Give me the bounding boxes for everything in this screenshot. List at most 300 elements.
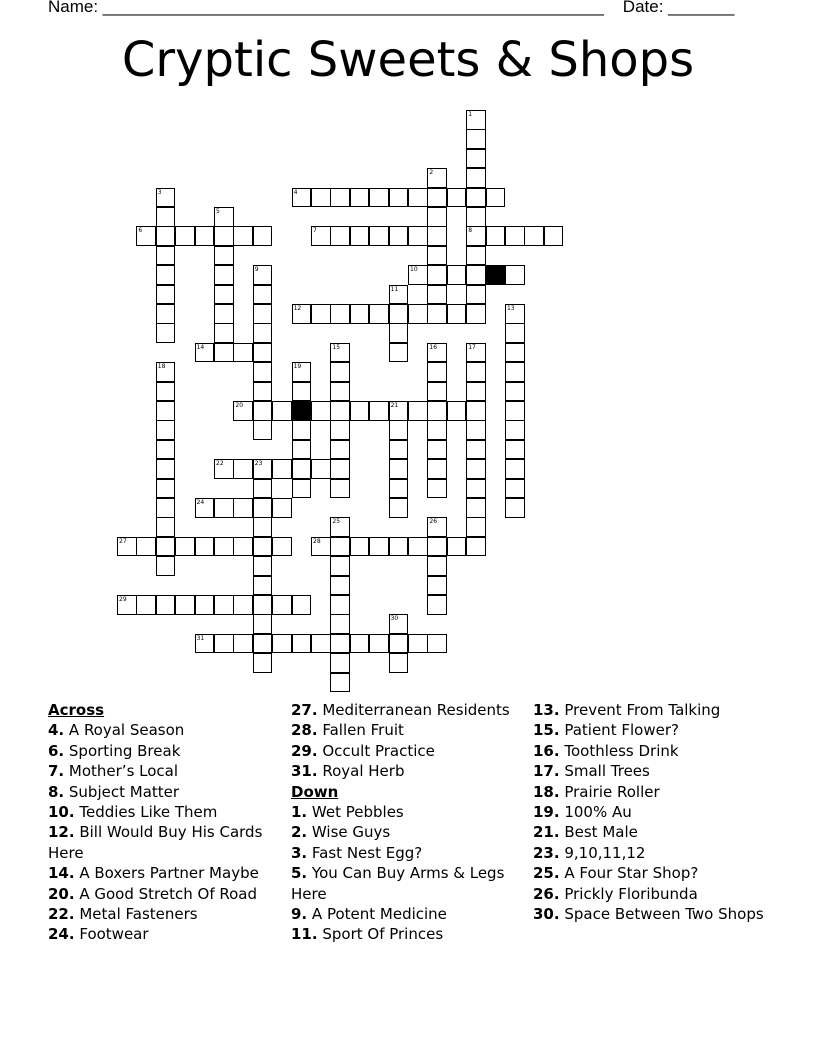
grid-cell[interactable] xyxy=(253,595,273,615)
grid-block xyxy=(486,265,506,285)
clue-number: 29. xyxy=(291,741,318,760)
clue-number: 21. xyxy=(533,823,560,842)
grid-cell[interactable] xyxy=(156,479,176,499)
grid-cell[interactable] xyxy=(486,226,506,246)
grid-cell[interactable] xyxy=(408,401,428,421)
grid-cell[interactable] xyxy=(389,226,409,246)
clue-number: 3 xyxy=(157,188,162,196)
grid-cell[interactable] xyxy=(505,479,525,499)
across-clue xyxy=(48,761,286,781)
grid-cell[interactable] xyxy=(408,226,428,246)
grid-cell[interactable] xyxy=(156,517,176,537)
grid-cell[interactable] xyxy=(427,343,447,363)
grid-cell[interactable] xyxy=(253,304,273,324)
grid-cell[interactable] xyxy=(156,401,176,421)
grid-cell[interactable] xyxy=(253,401,273,421)
grid-cell[interactable] xyxy=(427,459,447,479)
grid-cell[interactable] xyxy=(427,634,447,654)
grid-cell[interactable] xyxy=(447,401,467,421)
grid-cell[interactable] xyxy=(389,537,409,557)
grid-cell[interactable] xyxy=(505,343,525,363)
grid-cell[interactable] xyxy=(233,595,253,615)
grid-cell[interactable] xyxy=(427,285,447,305)
grid-cell[interactable] xyxy=(447,304,467,324)
grid-cell[interactable] xyxy=(330,226,350,246)
grid-cell[interactable] xyxy=(466,498,486,518)
grid-cell[interactable] xyxy=(389,304,409,324)
clue-number: 16 xyxy=(429,343,438,351)
grid-cell[interactable] xyxy=(330,595,350,615)
grid-cell[interactable] xyxy=(544,226,564,246)
grid-cell[interactable] xyxy=(466,188,486,208)
grid-block xyxy=(292,401,312,421)
grid-cell[interactable] xyxy=(466,401,486,421)
clue-number: 29 xyxy=(119,596,127,603)
grid-cell[interactable] xyxy=(214,459,234,479)
grid-cell[interactable] xyxy=(292,304,312,324)
grid-cell[interactable] xyxy=(389,323,409,343)
grid-cell[interactable] xyxy=(175,226,195,246)
grid-cell[interactable] xyxy=(427,576,447,596)
clue-number: 3. xyxy=(291,843,308,862)
grid-cell[interactable] xyxy=(427,207,447,227)
clue-text: A Potent Medicine xyxy=(307,905,447,924)
clue-number: 16. xyxy=(533,741,560,760)
grid-cell[interactable] xyxy=(466,265,486,285)
grid-cell[interactable] xyxy=(427,168,447,188)
grid-cell[interactable] xyxy=(389,440,409,460)
grid-cell[interactable] xyxy=(233,634,253,654)
grid-cell[interactable] xyxy=(466,226,486,246)
grid-cell[interactable] xyxy=(272,537,292,557)
grid-cell[interactable] xyxy=(427,246,447,266)
grid-cell[interactable] xyxy=(447,188,467,208)
grid-cell[interactable] xyxy=(389,614,409,634)
grid-cell[interactable] xyxy=(505,362,525,382)
grid-cell[interactable] xyxy=(330,653,350,673)
grid-cell[interactable] xyxy=(233,343,253,363)
grid-cell[interactable] xyxy=(427,537,447,557)
grid-cell[interactable] xyxy=(466,304,486,324)
clue-text: Wise Guys xyxy=(307,823,391,842)
grid-cell[interactable] xyxy=(253,459,273,479)
grid-cell[interactable] xyxy=(389,459,409,479)
grid-cell[interactable] xyxy=(466,537,486,557)
grid-cell[interactable] xyxy=(253,265,273,285)
clue-text: Sport Of Princes xyxy=(317,925,444,944)
grid-cell[interactable] xyxy=(505,401,525,421)
clues-column-3 xyxy=(533,700,771,924)
grid-cell[interactable] xyxy=(253,517,273,537)
grid-cell[interactable] xyxy=(330,673,350,693)
across-clue-list xyxy=(48,720,286,944)
grid-cell[interactable] xyxy=(369,226,389,246)
grid-cell[interactable] xyxy=(117,537,137,557)
grid-cell[interactable] xyxy=(195,498,215,518)
grid-cell[interactable] xyxy=(369,634,389,654)
clue-text: You Can Buy Arms & Legs Here xyxy=(291,864,505,903)
grid-cell[interactable] xyxy=(350,634,370,654)
clue-number: 26. xyxy=(533,884,560,903)
clue-number: 11 xyxy=(390,285,399,293)
grid-cell[interactable] xyxy=(524,226,544,246)
clue-text: Fast Nest Egg? xyxy=(307,843,423,862)
grid-cell[interactable] xyxy=(253,343,273,363)
grid-cell[interactable] xyxy=(253,537,273,557)
grid-cell[interactable] xyxy=(156,246,176,266)
grid-cell[interactable] xyxy=(389,653,409,673)
grid-cell[interactable] xyxy=(350,401,370,421)
clue-number: 11. xyxy=(291,925,318,944)
grid-cell[interactable] xyxy=(136,226,156,246)
across-clue xyxy=(48,822,286,863)
clue-text: Patient Flower? xyxy=(559,721,679,740)
grid-cell[interactable] xyxy=(311,634,331,654)
grid-cell[interactable] xyxy=(156,382,176,402)
grid-cell[interactable] xyxy=(311,537,331,557)
grid-cell[interactable] xyxy=(427,401,447,421)
clue-text: Occult Practice xyxy=(317,741,435,760)
grid-cell[interactable] xyxy=(466,440,486,460)
clue-text: Space Between Two Shops xyxy=(559,905,764,924)
grid-cell[interactable] xyxy=(156,207,176,227)
grid-cell[interactable] xyxy=(156,420,176,440)
grid-cell[interactable] xyxy=(330,362,350,382)
grid-cell[interactable] xyxy=(389,479,409,499)
grid-cell[interactable] xyxy=(427,362,447,382)
grid-cell[interactable] xyxy=(292,362,312,382)
down-clue xyxy=(533,904,771,924)
grid-cell[interactable] xyxy=(505,304,525,324)
clue-number: 6. xyxy=(48,741,65,760)
grid-cell[interactable] xyxy=(427,382,447,402)
grid-cell[interactable] xyxy=(156,188,176,208)
grid-cell[interactable] xyxy=(272,595,292,615)
grid-cell[interactable] xyxy=(311,188,331,208)
grid-cell[interactable] xyxy=(253,323,273,343)
grid-cell[interactable] xyxy=(214,304,234,324)
grid-cell[interactable] xyxy=(427,556,447,576)
grid-cell[interactable] xyxy=(253,226,273,246)
clue-number: 4. xyxy=(48,721,65,740)
grid-cell[interactable] xyxy=(505,323,525,343)
grid-cell[interactable] xyxy=(311,226,331,246)
grid-cell[interactable] xyxy=(447,537,467,557)
grid-cell[interactable] xyxy=(427,226,447,246)
grid-cell[interactable] xyxy=(330,556,350,576)
date-field[interactable]: _______ xyxy=(668,0,735,16)
grid-cell[interactable] xyxy=(253,556,273,576)
grid-cell[interactable] xyxy=(311,304,331,324)
grid-cell[interactable] xyxy=(156,595,176,615)
grid-cell[interactable] xyxy=(292,634,312,654)
grid-cell[interactable] xyxy=(214,246,234,266)
grid-cell[interactable] xyxy=(292,440,312,460)
grid-cell[interactable] xyxy=(330,440,350,460)
grid-cell[interactable] xyxy=(330,401,350,421)
grid-cell[interactable] xyxy=(311,459,331,479)
grid-cell[interactable] xyxy=(389,634,409,654)
clue-number: 17. xyxy=(533,762,560,781)
grid-cell[interactable] xyxy=(156,265,176,285)
clue-number: 1. xyxy=(291,803,308,822)
grid-cell[interactable] xyxy=(253,653,273,673)
grid-cell[interactable] xyxy=(330,343,350,363)
grid-cell[interactable] xyxy=(156,459,176,479)
grid-cell[interactable] xyxy=(427,304,447,324)
grid-cell[interactable] xyxy=(505,440,525,460)
grid-cell[interactable] xyxy=(253,362,273,382)
clue-number: 18. xyxy=(533,782,560,801)
grid-cell[interactable] xyxy=(214,207,234,227)
grid-cell[interactable] xyxy=(330,382,350,402)
grid-cell[interactable] xyxy=(330,537,350,557)
grid-cell[interactable] xyxy=(253,420,273,440)
grid-cell[interactable] xyxy=(466,382,486,402)
grid-cell[interactable] xyxy=(117,595,137,615)
clue-number: 22 xyxy=(216,460,224,468)
clues-column-1 xyxy=(48,700,286,945)
clue-number: 8. xyxy=(48,782,65,801)
clue-text: Fallen Fruit xyxy=(317,721,404,740)
down-clue-list-continued xyxy=(533,700,771,924)
grid-cell[interactable] xyxy=(156,304,176,324)
grid-cell[interactable] xyxy=(233,401,253,421)
name-field[interactable]: _____________________________________________________ xyxy=(102,0,604,16)
clue-number: 7 xyxy=(313,227,317,235)
down-clue xyxy=(291,802,529,822)
grid-cell[interactable] xyxy=(292,459,312,479)
grid-cell[interactable] xyxy=(272,459,292,479)
grid-cell[interactable] xyxy=(505,265,525,285)
grid-cell[interactable] xyxy=(292,382,312,402)
grid-cell[interactable] xyxy=(350,188,370,208)
clue-number: 28 xyxy=(313,537,321,545)
grid-cell[interactable] xyxy=(389,188,409,208)
grid-cell[interactable] xyxy=(272,634,292,654)
clue-text: A Four Star Shop? xyxy=(559,864,699,883)
grid-cell[interactable] xyxy=(292,479,312,499)
down-clue xyxy=(291,822,529,842)
grid-cell[interactable] xyxy=(408,537,428,557)
clue-number: 5 xyxy=(216,208,220,215)
date-label: Date: xyxy=(622,0,669,16)
grid-cell[interactable] xyxy=(389,498,409,518)
grid-cell[interactable] xyxy=(389,285,409,305)
grid-cell[interactable] xyxy=(156,556,176,576)
grid-cell[interactable] xyxy=(408,188,428,208)
grid-cell[interactable] xyxy=(427,265,447,285)
grid-cell[interactable] xyxy=(175,595,195,615)
grid-cell[interactable] xyxy=(214,537,234,557)
grid-cell[interactable] xyxy=(292,595,312,615)
grid-cell[interactable] xyxy=(214,226,234,246)
grid-cell[interactable] xyxy=(350,226,370,246)
clue-number: 27. xyxy=(291,701,318,719)
across-clue xyxy=(48,884,286,904)
clue-number: 31 xyxy=(196,634,205,642)
clue-text: Prairie Roller xyxy=(559,782,660,801)
grid-cell[interactable] xyxy=(389,401,409,421)
grid-cell[interactable] xyxy=(272,498,292,518)
grid-cell[interactable] xyxy=(233,226,253,246)
clue-number: 19. xyxy=(533,803,560,822)
grid-cell[interactable] xyxy=(272,401,292,421)
down-clue xyxy=(291,863,529,904)
grid-cell[interactable] xyxy=(369,188,389,208)
grid-cell[interactable] xyxy=(292,420,312,440)
grid-cell[interactable] xyxy=(253,479,273,499)
grid-cell[interactable] xyxy=(369,401,389,421)
grid-cell[interactable] xyxy=(214,595,234,615)
puzzle-title: Cryptic Sweets & Shops xyxy=(121,32,695,88)
grid-cell[interactable] xyxy=(369,537,389,557)
grid-cell[interactable] xyxy=(330,517,350,537)
down-clue-list xyxy=(291,802,529,945)
grid-cell[interactable] xyxy=(389,343,409,363)
grid-cell[interactable] xyxy=(330,576,350,596)
clue-number: 21 xyxy=(390,402,399,409)
down-heading: Down xyxy=(291,782,339,801)
grid-cell[interactable] xyxy=(330,304,350,324)
grid-cell[interactable] xyxy=(466,362,486,382)
grid-cell[interactable] xyxy=(505,226,525,246)
grid-cell[interactable] xyxy=(156,323,176,343)
grid-cell[interactable] xyxy=(350,304,370,324)
grid-cell[interactable] xyxy=(195,634,215,654)
grid-cell[interactable] xyxy=(195,537,215,557)
grid-cell[interactable] xyxy=(330,479,350,499)
grid-cell[interactable] xyxy=(505,459,525,479)
grid-cell[interactable] xyxy=(195,226,215,246)
grid-cell[interactable] xyxy=(408,265,428,285)
grid-cell[interactable] xyxy=(175,537,195,557)
grid-cell[interactable] xyxy=(214,265,234,285)
grid-cell[interactable] xyxy=(156,498,176,518)
grid-cell[interactable] xyxy=(195,343,215,363)
clue-number: 24 xyxy=(196,499,205,506)
down-clue xyxy=(533,720,771,740)
clue-text: Small Trees xyxy=(559,762,650,781)
grid-cell[interactable] xyxy=(214,498,234,518)
grid-cell[interactable] xyxy=(466,420,486,440)
grid-cell[interactable] xyxy=(466,207,486,227)
grid-cell[interactable] xyxy=(330,188,350,208)
grid-cell[interactable] xyxy=(466,479,486,499)
grid-cell[interactable] xyxy=(214,634,234,654)
grid-cell[interactable] xyxy=(427,420,447,440)
grid-cell[interactable] xyxy=(253,614,273,634)
clue-number: 2 xyxy=(429,169,434,177)
grid-cell[interactable] xyxy=(505,498,525,518)
grid-cell[interactable] xyxy=(369,304,389,324)
grid-cell[interactable] xyxy=(253,285,273,305)
grid-cell[interactable] xyxy=(156,440,176,460)
down-clue xyxy=(533,843,771,863)
grid-cell[interactable] xyxy=(466,168,486,188)
grid-cell[interactable] xyxy=(389,420,409,440)
clue-text: Teddies Like Them xyxy=(74,803,218,822)
grid-cell[interactable] xyxy=(466,459,486,479)
grid-cell[interactable] xyxy=(466,517,486,537)
down-clue xyxy=(533,741,771,761)
grid-cell[interactable] xyxy=(427,188,447,208)
grid-cell[interactable] xyxy=(505,382,525,402)
grid-cell[interactable] xyxy=(330,459,350,479)
grid-cell[interactable] xyxy=(466,149,486,169)
grid-cell[interactable] xyxy=(136,537,156,557)
grid-cell[interactable] xyxy=(408,304,428,324)
grid-cell[interactable] xyxy=(330,614,350,634)
clue-number: 6 xyxy=(138,227,143,235)
grid-cell[interactable] xyxy=(427,517,447,537)
grid-cell[interactable] xyxy=(233,537,253,557)
clue-number: 8 xyxy=(468,227,473,235)
grid-cell[interactable] xyxy=(156,362,176,382)
grid-cell[interactable] xyxy=(292,188,312,208)
grid-cell[interactable] xyxy=(427,479,447,499)
clue-number: 9. xyxy=(291,905,308,924)
grid-cell[interactable] xyxy=(253,576,273,596)
grid-cell[interactable] xyxy=(253,498,273,518)
clue-text: Bill Would Buy His Cards Here xyxy=(48,823,263,862)
grid-cell[interactable] xyxy=(466,246,486,266)
clue-number: 20. xyxy=(48,884,75,903)
clue-number: 14. xyxy=(48,864,75,883)
clue-number: 20 xyxy=(235,402,244,409)
clue-number: 10 xyxy=(410,266,418,274)
grid-cell[interactable] xyxy=(427,440,447,460)
across-clue xyxy=(48,782,286,802)
clue-text: A Boxers Partner Maybe xyxy=(74,864,259,883)
clue-number: 5. xyxy=(291,864,308,883)
clue-text: Subject Matter xyxy=(64,782,180,801)
grid-cell[interactable] xyxy=(214,323,234,343)
grid-cell[interactable] xyxy=(311,401,331,421)
grid-cell[interactable] xyxy=(214,343,234,363)
grid-cell[interactable] xyxy=(466,129,486,149)
grid-cell[interactable] xyxy=(447,265,467,285)
grid-cell[interactable] xyxy=(233,459,253,479)
grid-cell[interactable] xyxy=(350,537,370,557)
grid-cell[interactable] xyxy=(195,595,215,615)
grid-cell[interactable] xyxy=(214,285,234,305)
grid-cell[interactable] xyxy=(427,595,447,615)
clue-number: 10. xyxy=(48,803,75,822)
grid-cell[interactable] xyxy=(466,343,486,363)
clue-number: 18 xyxy=(157,363,166,371)
grid-cell[interactable] xyxy=(253,382,273,402)
clue-number: 14 xyxy=(196,343,205,351)
grid-cell[interactable] xyxy=(330,634,350,654)
grid-cell[interactable] xyxy=(156,226,176,246)
grid-cell[interactable] xyxy=(408,634,428,654)
down-clue xyxy=(533,884,771,904)
grid-cell[interactable] xyxy=(136,595,156,615)
grid-cell[interactable] xyxy=(466,285,486,305)
clue-number: 25 xyxy=(332,518,341,526)
clue-text: Wet Pebbles xyxy=(307,803,404,822)
grid-cell[interactable] xyxy=(156,537,176,557)
grid-cell[interactable] xyxy=(233,498,253,518)
clue-text: Mediterranean Residents xyxy=(317,701,510,719)
grid-cell[interactable] xyxy=(466,110,486,130)
grid-cell[interactable] xyxy=(330,420,350,440)
grid-cell[interactable] xyxy=(253,634,273,654)
grid-cell[interactable] xyxy=(505,420,525,440)
grid-cell[interactable] xyxy=(486,188,506,208)
grid-cell[interactable] xyxy=(156,285,176,305)
